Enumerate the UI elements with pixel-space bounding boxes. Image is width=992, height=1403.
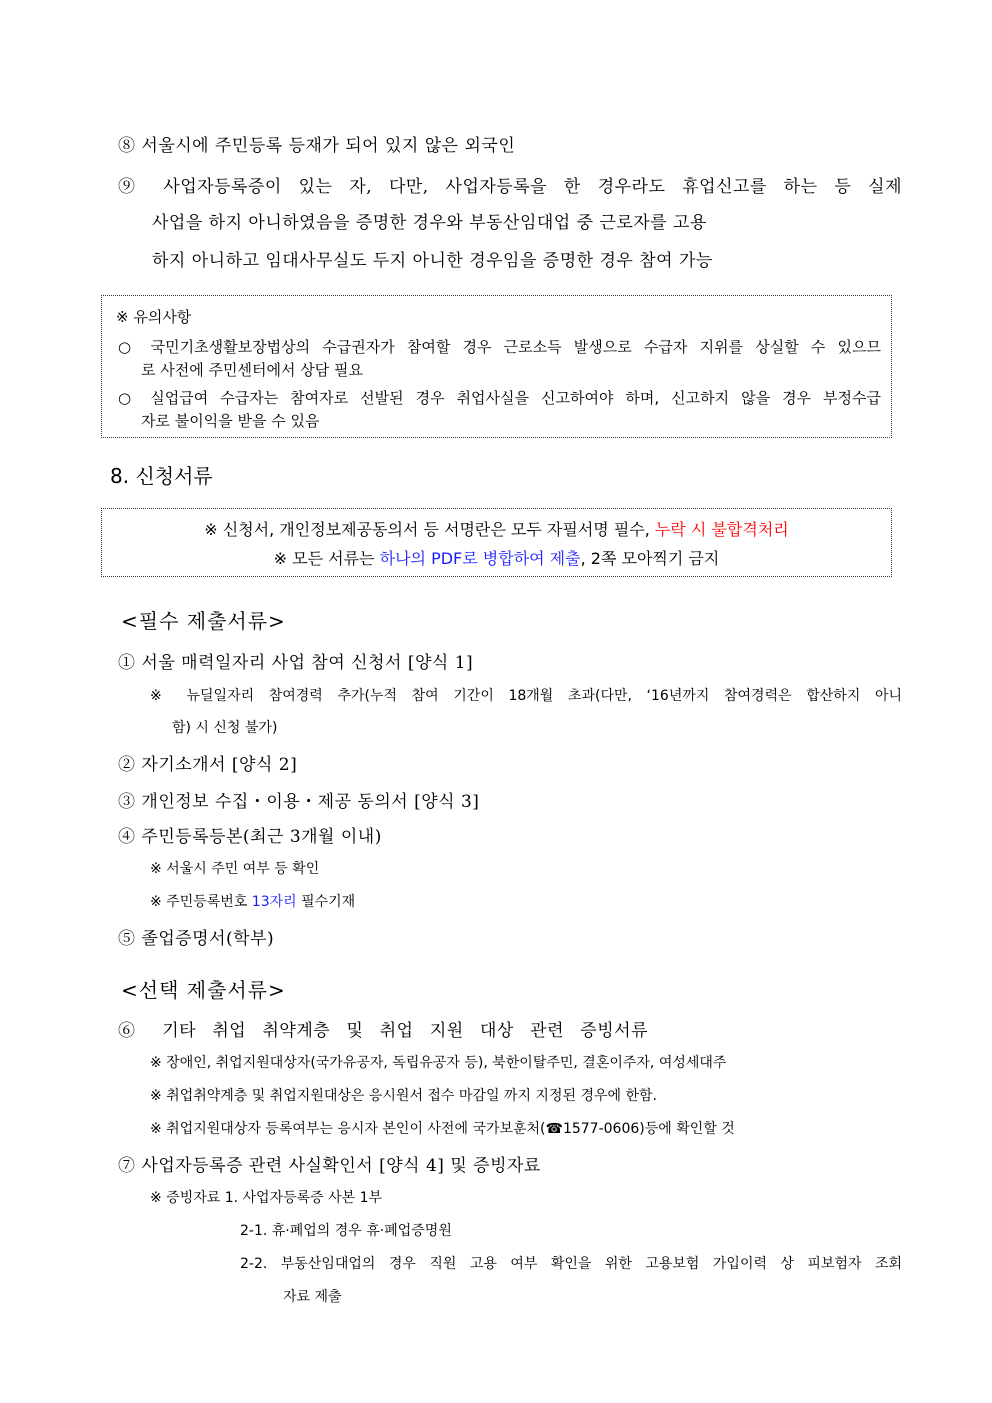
notice-1-line-1: ○ 국민기초생활보장법상의 수급권자가 참여할 경우 근로소득 발생으로 수급자 지위를 상실할 수 있으므 [118,338,881,356]
optional-docs-heading: <선택 제출서류> [121,978,286,1002]
item-8: ⑧ 서울시에 주민등록 등재가 되어 있지 않은 외국인 [118,136,516,156]
optional-doc-7-note-1: ※ 증빙자료 1. 사업자등록증 사본 1부 [150,1190,383,1206]
resident-number-note-prefix: ※ 주민등록번호 [150,894,252,910]
signature-requirement-text: ※ 신청서, 개인정보제공동의서 등 서명란은 모두 자필서명 필수, [204,520,655,539]
notice-1-line-2: 로 사전에 주민센터에서 상담 필요 [141,361,363,379]
disqualification-warning: 누락 시 불합격처리 [654,520,789,539]
required-doc-3: ③ 개인정보 수집・이용・제공 동의서 [양식 3] [118,792,480,812]
pdf-note-prefix: ※ 모든 서류는 [273,549,380,568]
thirteen-digits-highlight: 13자리 [251,894,297,910]
required-doc-2: ② 자기소개서 [양식 2] [118,755,298,775]
notice-2-line-2: 자로 불이익을 받을 수 있음 [141,412,320,430]
required-doc-4: ④ 주민등록등본(최근 3개월 이내) [118,827,382,847]
notice-title: ※ 유의사항 [116,308,192,326]
optional-doc-6: ⑥ 기타 취업 취약계층 및 취업 지원 대상 관련 증빙서류 [118,1021,648,1041]
optional-doc-6-note-2: ※ 취업취약계층 및 취업지원대상은 응시원서 접수 마감일 까지 지정된 경우에 한함. [150,1088,657,1104]
optional-doc-7-note-2: 2-1. 휴·폐업의 경우 휴·폐업증명원 [240,1223,452,1239]
application-notice-line-1 [101,517,892,540]
notice-2-line-1: ○ 실업급여 수급자는 참여자로 선발된 경우 취업사실을 신고하여야 하며, 신고하지 않을 경우 부정수급 [118,389,881,407]
item-9-line-3: 하지 아니하고 임대사무실도 두지 아니한 경우임을 증명한 경우 참여 가능 [152,251,713,271]
pdf-merge-highlight: 하나의 PDF로 병합하여 제출 [379,549,581,568]
item-9-line-1: ⑨ 사업자등록증이 있는 자, 다만, 사업자등록을 한 경우라도 휴업신고를 하는 등 실제 [118,177,902,197]
application-notice-line-2 [101,546,892,569]
required-doc-1-note-line-1: ※ 뉴딜일자리 참여경력 추가(누적 참여 기간이 18개월 초과(다만, ‘16년까지 참여경력은 합산하지 아니 [150,688,902,704]
required-docs-heading: <필수 제출서류> [121,609,286,633]
optional-doc-6-note-3: ※ 취업지원대상자 등록여부는 응시자 본인이 사전에 국가보훈처(☎1577-0606)등에 확인할 것 [150,1121,735,1137]
required-doc-1: ① 서울 매력일자리 사업 참여 신청서 [양식 1] [118,653,474,673]
required-doc-1-note-line-2: 함) 시 신청 불가) [172,720,278,736]
optional-doc-7-note-3-line-1: 2-2. 부동산임대업의 경우 직원 고용 여부 확인을 위한 고용보험 가입이력 상 피보험자 조회 [240,1256,902,1272]
optional-doc-6-note-1: ※ 장애인, 취업지원대상자(국가유공자, 독립유공자 등), 북한이탈주민, 결혼이주자, 여성세대주 [150,1055,727,1071]
optional-doc-7-note-3-line-2: 자료 제출 [283,1289,342,1305]
resident-number-note-suffix: 필수기재 [296,894,356,910]
required-doc-4-note-2 [150,891,355,911]
section-8-heading: 8. 신청서류 [110,464,213,488]
optional-doc-7: ⑦ 사업자등록증 관련 사실확인서 [양식 4] 및 증빙자료 [118,1156,541,1176]
item-9-line-2: 사업을 하지 아니하였음을 증명한 경우와 부동산임대업 중 근로자를 고용 [152,213,707,233]
required-doc-4-note-1: ※ 서울시 주민 여부 등 확인 [150,861,320,877]
required-doc-5: ⑤ 졸업증명서(학부) [118,929,275,949]
pdf-note-suffix: , 2쪽 모아찍기 금지 [580,549,720,568]
